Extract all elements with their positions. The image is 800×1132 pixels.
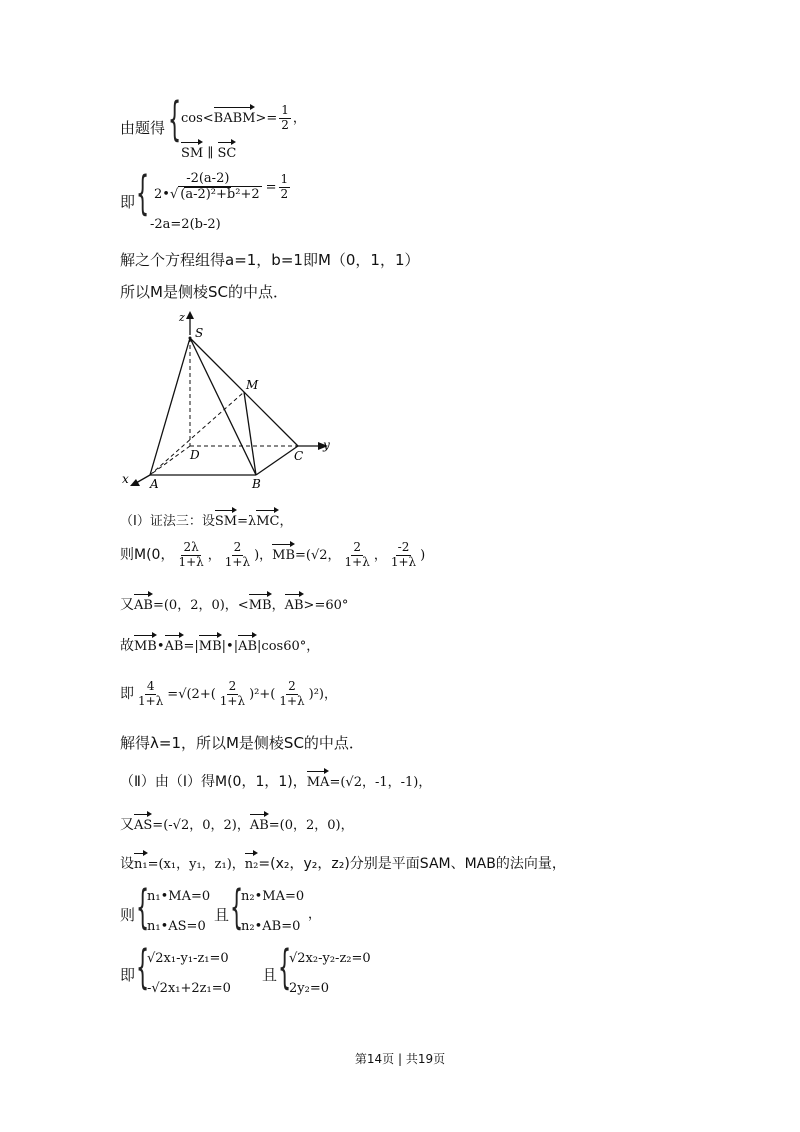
- proof3-line4: [120, 633, 319, 653]
- brace-2: {: [136, 166, 150, 220]
- frac: [176, 541, 205, 570]
- ie-label-1: 即: [120, 193, 136, 211]
- t: •: [156, 639, 165, 654]
- solve-line: 解之个方程组得a=1，b=1即M（0，1，1）: [120, 251, 420, 269]
- den: 1+λ: [224, 554, 251, 569]
- big-fraction: [152, 172, 264, 203]
- proof3-line2: [120, 541, 425, 570]
- den: 1+λ: [279, 693, 305, 708]
- vec-sm: SM: [215, 508, 237, 528]
- pyramid-figure: [118, 305, 348, 495]
- label-x: x: [122, 472, 129, 486]
- t: >=60°: [303, 598, 349, 613]
- vec-n1: n₁: [134, 851, 148, 871]
- den-prefix: 2•: [154, 186, 170, 202]
- system1-row1: n₁•MA=0: [147, 889, 211, 904]
- num: 2λ: [183, 540, 199, 554]
- brace-1: {: [168, 92, 182, 146]
- page-footer: 第14页 | 共19页: [354, 1052, 446, 1066]
- then-label: 则: [120, 906, 136, 924]
- edge-bc: [256, 446, 298, 475]
- denominator: 2•√ (a-2)²+b²+2: [154, 186, 260, 202]
- vec-sm: SM: [181, 140, 203, 160]
- frac: [223, 541, 252, 570]
- t: =(x₁，y₁，z₁)，: [147, 857, 245, 872]
- t: ，: [279, 514, 293, 529]
- rhs-fraction: [279, 173, 291, 202]
- vec-n2: n₂: [245, 851, 259, 871]
- eq-sign: =: [265, 179, 277, 195]
- cos-text: cos<: [181, 110, 214, 126]
- system4-row1: √2x₂-y₂-z₂=0: [289, 951, 371, 966]
- num: 1: [280, 172, 289, 187]
- brace-5: {: [136, 940, 150, 994]
- t: ，: [373, 547, 387, 563]
- num: 2: [288, 679, 296, 693]
- vec-mb: MB: [272, 542, 295, 562]
- x-arrow: [130, 479, 140, 486]
- vec-mb: MB: [249, 592, 272, 612]
- t: =(0，2，0)，: [268, 818, 354, 833]
- x-axis-out: [136, 475, 150, 483]
- vec-ab: AB: [165, 633, 184, 653]
- den: 1+λ: [219, 693, 246, 708]
- brace-6: {: [278, 940, 292, 994]
- label-z: z: [179, 311, 185, 324]
- proof3-line5: [120, 680, 337, 709]
- system4-row2: 2y₂=0: [289, 981, 329, 996]
- frac: [136, 680, 165, 709]
- system1-row2: n₁•AS=0: [147, 919, 206, 934]
- t: ，: [207, 547, 221, 563]
- t: 则M(0，: [120, 546, 175, 563]
- t: 又: [120, 597, 134, 613]
- half-fraction: [279, 104, 291, 133]
- proof3-line6: 解得λ=1，所以M是侧棱SC的中点．: [120, 734, 364, 752]
- label-c: C: [294, 449, 304, 463]
- den: 1+λ: [178, 554, 204, 569]
- t: （Ⅱ）由（I）得M(0，1，1)，: [120, 774, 307, 790]
- den: 1+λ: [344, 554, 370, 569]
- label-m: M: [246, 378, 259, 392]
- num: 4: [146, 679, 155, 693]
- and-label-1: 且: [214, 906, 230, 924]
- t: =(0，2，0)，<: [152, 598, 249, 613]
- vec-ab: AB: [134, 592, 153, 612]
- vec-ab: AB: [250, 812, 269, 832]
- t: =(-√2，0，2)，: [152, 818, 250, 833]
- frac: [343, 541, 372, 570]
- vec-mb: MB: [134, 633, 157, 653]
- midpoint-line: 所以M是侧棱SC的中点．: [120, 283, 288, 301]
- t: （I）证法三：设: [120, 514, 215, 529]
- t: =(√2，: [295, 547, 341, 563]
- numerator: -2(a-2): [186, 171, 230, 186]
- edge-am-dashed: [150, 392, 244, 475]
- parallel-condition: [181, 140, 236, 160]
- proof3-line3: [120, 592, 348, 612]
- t: 又: [120, 817, 134, 833]
- t: 设: [120, 856, 134, 872]
- brace-4: {: [230, 880, 244, 934]
- t: 故: [120, 638, 134, 654]
- t: )，: [254, 547, 273, 563]
- label-s: S: [195, 326, 204, 340]
- part2-line2: [120, 812, 354, 832]
- system2-row2: n₂•AB=0: [241, 919, 301, 934]
- num: 1: [281, 103, 289, 117]
- frac: [389, 541, 418, 570]
- and-label-2: 且: [262, 966, 278, 984]
- t: ，: [271, 598, 285, 613]
- vec-mc: MC: [256, 508, 279, 528]
- edge-da-dashed: [150, 446, 190, 475]
- den: 1+λ: [138, 693, 164, 708]
- t: =|: [183, 639, 199, 654]
- t: |cos60°，: [257, 639, 320, 654]
- system2-row1: n₂•MA=0: [241, 889, 305, 904]
- label-b: B: [252, 477, 261, 491]
- t: =√(2+(: [167, 686, 216, 702]
- eq-row-1: [150, 172, 292, 203]
- num: 2: [233, 540, 242, 554]
- radicand: (a-2)²+b²+2: [180, 186, 260, 202]
- given-label: 由题得: [120, 119, 166, 137]
- vec-as: AS: [134, 812, 152, 832]
- t: )²+(: [249, 686, 276, 702]
- part2-line1: [120, 769, 431, 789]
- t: )²)，: [308, 686, 337, 702]
- num: 2: [228, 679, 237, 693]
- edge-sa: [150, 338, 190, 475]
- t: =(x₂，y₂，z₂)分别是平面SAM、MAB的法向量，: [258, 856, 566, 872]
- vec-ma: MA: [307, 769, 330, 789]
- frac: [218, 680, 247, 709]
- num: -2: [397, 540, 410, 554]
- system3-row1: √2x₁-y₁-z₁=0: [147, 951, 229, 966]
- vec-mb: MB: [199, 633, 222, 653]
- num: 2: [353, 540, 362, 554]
- t: ): [420, 547, 426, 563]
- t: =λ: [237, 514, 257, 529]
- comma: ，: [292, 110, 306, 126]
- brace-3: {: [136, 880, 150, 934]
- ie-label-2: 即: [120, 966, 136, 984]
- label-d: D: [190, 448, 200, 462]
- eq-text: >=: [255, 110, 278, 126]
- den: 2: [280, 186, 289, 201]
- t: =(√2，-1，-1)，: [329, 775, 432, 790]
- t: 即: [120, 685, 134, 702]
- vec-ba-bm: BABM: [214, 105, 256, 125]
- z-arrow: [186, 311, 194, 319]
- frac: [277, 680, 306, 709]
- comma: ，: [308, 907, 322, 922]
- vec-sc: SC: [218, 140, 237, 160]
- label-a: A: [150, 477, 159, 491]
- vec-ab: AB: [285, 592, 304, 612]
- cos-condition: [181, 104, 306, 133]
- eq-row-2: -2a=2(b-2): [150, 217, 221, 232]
- proof3-line1: [120, 508, 292, 528]
- system3-row2: -√2x₁+2z₁=0: [147, 981, 231, 996]
- t: |•|: [221, 639, 239, 654]
- den: 1+λ: [390, 554, 417, 569]
- label-y: y: [323, 438, 330, 452]
- vec-ab: AB: [238, 633, 257, 653]
- den: 2: [281, 117, 289, 132]
- parallel-symbol: ∥: [207, 146, 214, 161]
- part2-line3: [120, 851, 566, 871]
